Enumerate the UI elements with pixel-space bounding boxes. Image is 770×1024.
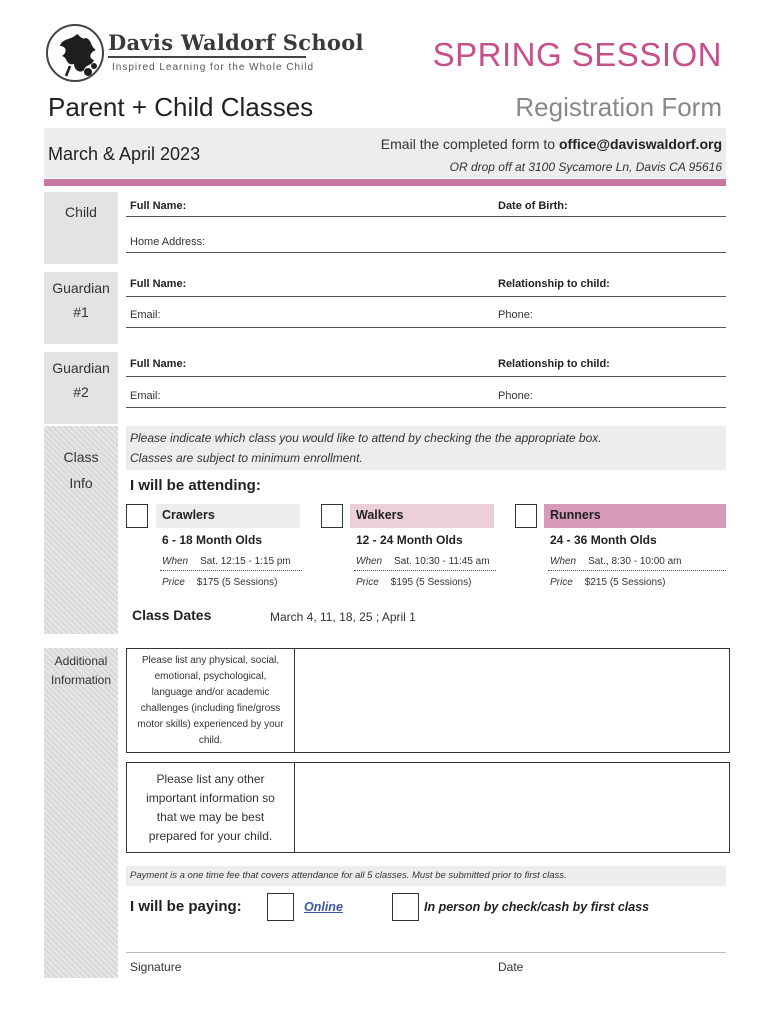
child-name-field[interactable] <box>126 216 726 217</box>
session-dates: March & April 2023 <box>48 144 201 164</box>
drop-off-address: OR drop off at 3100 Sycamore Ln, Davis CA 95616 <box>449 160 722 174</box>
guardian2-contact-field[interactable] <box>126 407 726 408</box>
guardian2-label-line1: Guardian <box>52 360 110 376</box>
online-payment-link[interactable]: Online <box>304 900 343 914</box>
email-prefix: Email the completed form to <box>380 136 559 152</box>
guardian1-phone-label: Phone: <box>498 309 533 321</box>
logo-divider <box>108 56 306 58</box>
additional-label-line1: Additional <box>54 654 108 668</box>
email-instructions <box>381 136 722 152</box>
runners-price-value: $215 (5 Sessions) <box>584 577 666 588</box>
crawlers-price-label: Price <box>162 577 185 588</box>
walkers-price-label: Price <box>356 577 379 588</box>
crawlers-price-value: $175 (5 Sessions) <box>196 577 278 588</box>
crawlers-when-value: Sat. 12:15 - 1:15 pm <box>200 556 291 567</box>
guardian1-relationship-label: Relationship to child: <box>498 278 610 290</box>
signature-field[interactable] <box>126 952 726 953</box>
runners-checkbox[interactable] <box>515 504 537 528</box>
guardian1-email-label: Email: <box>130 309 161 321</box>
walkers-when <box>356 556 490 567</box>
date-label: Date <box>498 960 524 974</box>
school-tagline: Inspired Learning for the Whole Child <box>112 62 315 73</box>
walkers-age: 12 - 24 Month Olds <box>356 533 463 547</box>
session-title: SPRING SESSION <box>432 36 722 73</box>
runners-when-label: When <box>550 556 577 567</box>
challenges-prompt: Please list any physical, social, emotional, psychological, language and/or academic challenges (including fine/gross motor skills) experienced by your child. <box>126 648 295 753</box>
class-dates-label: Class Dates <box>132 607 212 623</box>
runners-when <box>550 556 682 567</box>
class-info-label-line2: Info <box>69 475 93 491</box>
crawlers-when-label: When <box>162 556 189 567</box>
paying-heading: I will be paying: <box>130 898 242 915</box>
runners-age: 24 - 36 Month Olds <box>550 533 657 547</box>
accent-bar <box>44 179 726 186</box>
walkers-header: Walkers <box>350 504 494 528</box>
class-note-line1: Please indicate which class you would like to attend by checking the the appropriate box. <box>130 431 602 445</box>
school-name: Davis Waldorf School <box>108 30 364 55</box>
class-info-label-line1: Class <box>63 449 99 465</box>
form-subtitle: Registration Form <box>515 92 722 122</box>
child-dob-label: Date of Birth: <box>498 200 568 212</box>
crawlers-divider <box>160 570 302 571</box>
guardian1-full-name-label: Full Name: <box>130 278 187 290</box>
signature-label: Signature <box>130 960 182 974</box>
runners-when-value: Sat., 8:30 - 10:00 am <box>588 556 682 567</box>
guardian1-name-field[interactable] <box>126 296 726 297</box>
runners-price <box>550 577 665 588</box>
child-address-label: Home Address: <box>130 236 206 248</box>
walkers-price <box>356 577 471 588</box>
crawlers-header: Crawlers <box>156 504 300 528</box>
class-note-line2: Classes are subject to minimum enrollment. <box>130 451 363 465</box>
payment-note: Payment is a one time fee that covers attendance for all 5 classes. Must be submitted prior to first class. <box>130 870 567 881</box>
child-label: Child <box>65 204 97 220</box>
online-checkbox[interactable] <box>267 893 294 921</box>
guardian2-section-label <box>44 352 118 424</box>
runners-header: Runners <box>544 504 726 528</box>
walkers-when-value: Sat. 10:30 - 11:45 am <box>394 556 490 567</box>
crawlers-when <box>162 556 291 567</box>
guardian2-label-line2: #2 <box>73 384 89 400</box>
class-info-section-label <box>44 426 118 634</box>
child-address-field[interactable] <box>126 252 726 253</box>
page-title: Parent + Child Classes <box>48 92 314 122</box>
in-person-checkbox[interactable] <box>392 893 419 921</box>
school-logo-icon <box>46 24 104 82</box>
additional-section-label <box>44 648 118 978</box>
additional-label-line2: Information <box>50 673 112 687</box>
guardian2-phone-label: Phone: <box>498 390 533 402</box>
guardian2-full-name-label: Full Name: <box>130 358 187 370</box>
crawlers-age: 6 - 18 Month Olds <box>162 533 263 547</box>
runners-price-label: Price <box>550 577 573 588</box>
crawlers-price <box>162 577 277 588</box>
guardian2-name-field[interactable] <box>126 376 726 377</box>
class-dates-value: March 4, 11, 18, 25 ; April 1 <box>270 610 416 624</box>
walkers-when-label: When <box>356 556 383 567</box>
guardian1-contact-field[interactable] <box>126 327 726 328</box>
guardian1-label-line1: Guardian <box>52 280 110 296</box>
in-person-option-label: In person by check/cash by first class <box>424 900 650 914</box>
child-section-label <box>44 192 118 264</box>
child-full-name-label: Full Name: <box>130 200 187 212</box>
email-link[interactable]: office@daviswaldorf.org <box>558 136 722 152</box>
guardian1-label-line2: #1 <box>73 304 89 320</box>
guardian1-section-label <box>44 272 118 344</box>
walkers-checkbox[interactable] <box>321 504 343 528</box>
walkers-price-value: $195 (5 Sessions) <box>390 577 472 588</box>
crawlers-checkbox[interactable] <box>126 504 148 528</box>
other-info-prompt: Please list any other important information so that we may be best prepared for your child. <box>126 762 295 853</box>
guardian2-relationship-label: Relationship to child: <box>498 358 610 370</box>
attending-heading: I will be attending: <box>130 477 261 494</box>
guardian2-email-label: Email: <box>130 390 161 402</box>
runners-divider <box>548 570 726 571</box>
walkers-divider <box>354 570 496 571</box>
